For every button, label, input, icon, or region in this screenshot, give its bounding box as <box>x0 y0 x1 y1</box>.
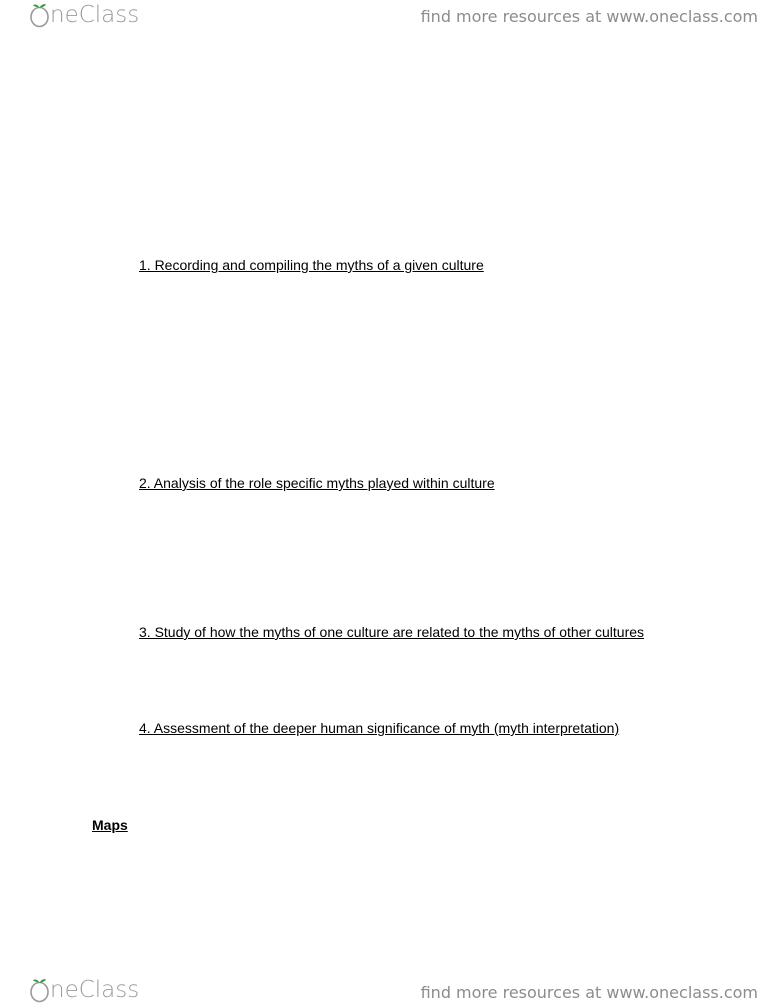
oneclass-logo <box>29 2 139 28</box>
list-item: 2. Analysis of the role specific myths played within culture <box>139 475 495 491</box>
list-item: 1. Recording and compiling the myths of a given culture <box>139 257 484 273</box>
list-item: 4. Assessment of the deeper human significance of myth (myth interpretation) <box>139 720 620 736</box>
list-item: 3. Study of how the myths of one culture are related to the myths of other cultures <box>139 624 645 640</box>
oneclass-logo-text: neClass <box>50 2 140 28</box>
section-heading-maps: Maps <box>92 817 128 833</box>
oneclass-logo-icon <box>29 977 51 1003</box>
header-resources-text: find more resources at www.oneclass.com <box>420 7 758 26</box>
oneclass-logo-text: neClass <box>50 977 140 1003</box>
oneclass-logo-footer <box>29 977 139 1003</box>
oneclass-logo-icon <box>29 2 51 28</box>
footer-resources-text: find more resources at www.oneclass.com <box>420 983 758 1002</box>
